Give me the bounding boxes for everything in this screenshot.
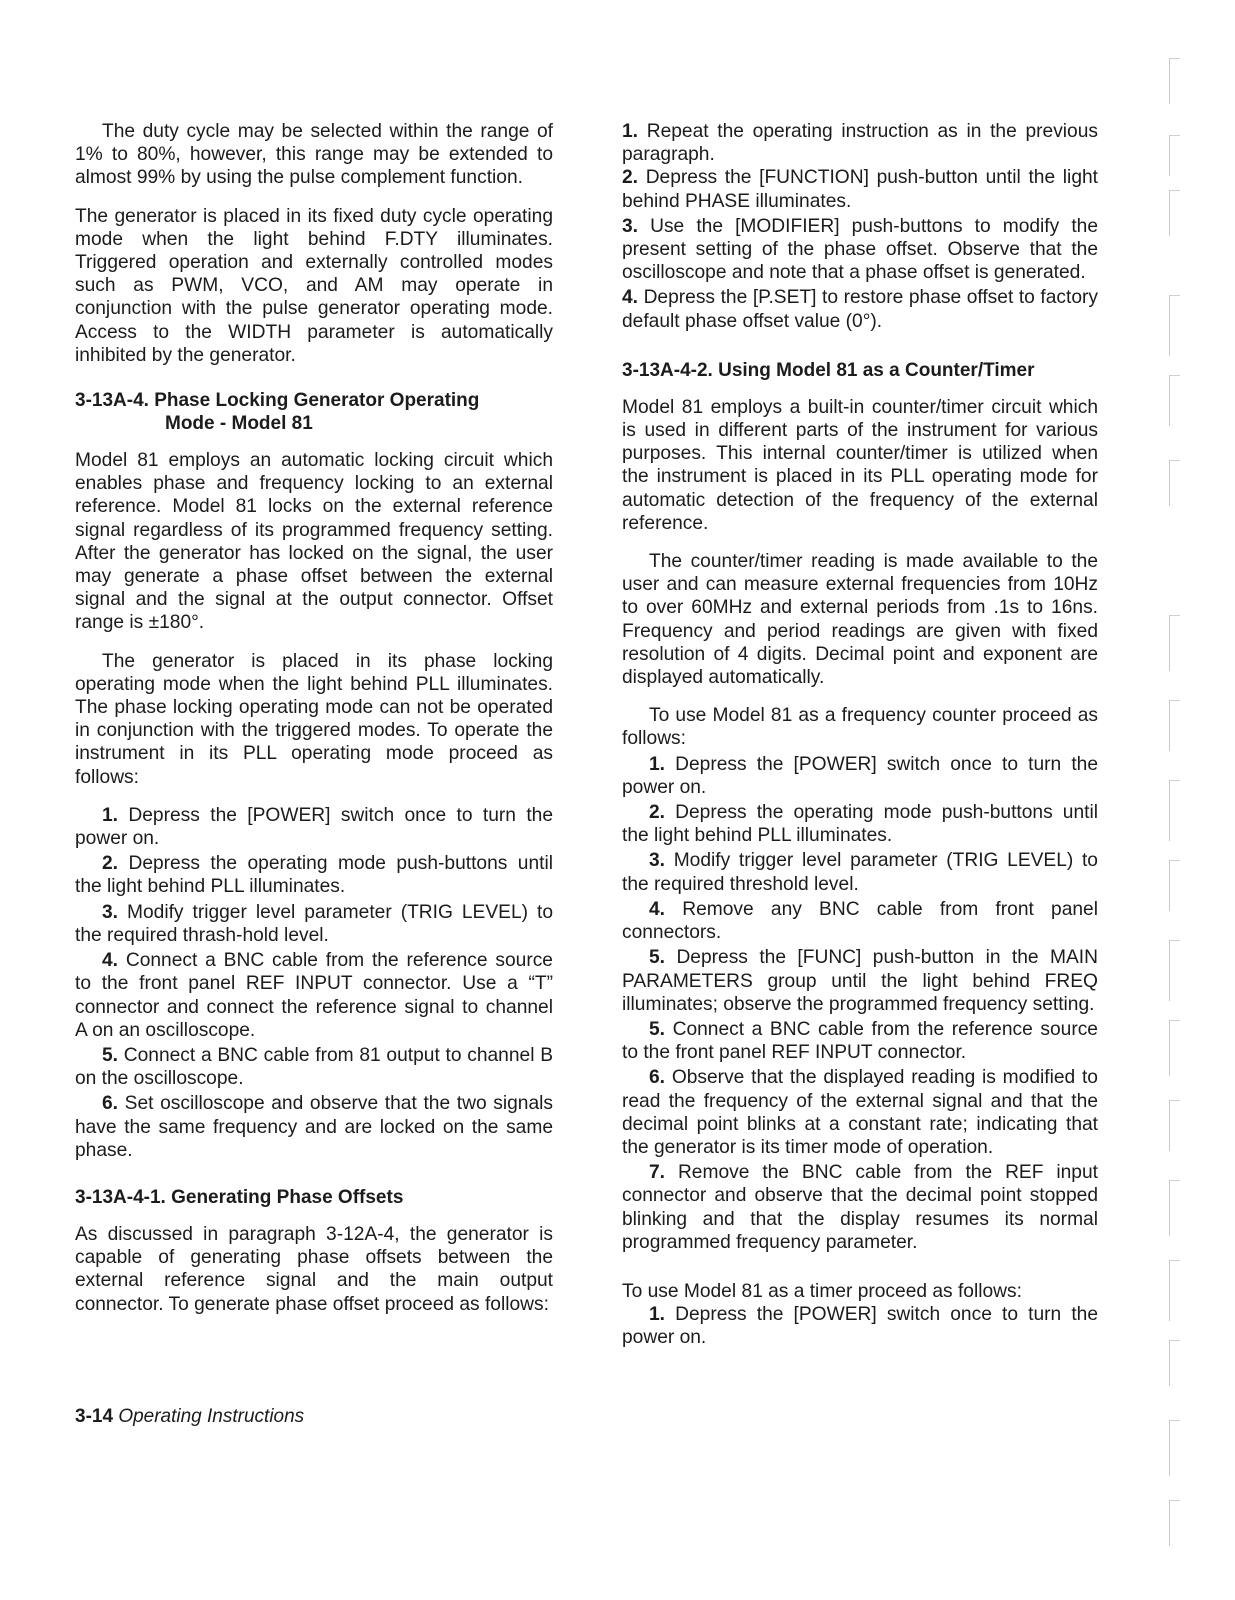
procedure-list <box>622 753 1098 1254</box>
list-item: 2. Depress the operating mode push-buttons until the light behind PLL illuminates. <box>75 853 553 898</box>
section-heading <box>75 389 553 435</box>
list-item: 1. Repeat the operating instruction as in the previous paragraph. <box>622 121 1098 166</box>
body-paragraph: The generator is placed in its phase locking operating mode when the light behind PLL illuminates. The phase locking operating mode can not be operated in conjunction with the triggered modes. To operate the instrument in its PLL operating mode proceed as follows: <box>75 650 553 788</box>
body-paragraph: The counter/timer reading is made available to the user and can measure external frequencies from 10Hz to over 60MHz and external periods from .1s to 16ns. Frequency and period readings are given with fixed resolution of 4 digits. Decimal point and exponent are displayed automatically. <box>622 551 1098 689</box>
list-item: 1. Depress the [POWER] switch once to turn the power on. <box>622 753 1098 798</box>
list-item: 2. Depress the [FUNCTION] push-button until the light behind PHASE illuminates. <box>622 167 1098 212</box>
section-name: Operating Instructions <box>118 1406 305 1427</box>
left-column <box>75 120 553 1331</box>
scan-edge-marks <box>1169 50 1183 1550</box>
body-paragraph: The duty cycle may be selected within the range of 1% to 80%, however, this range may be extended to almost 99% by using the pulse complement function. <box>75 121 553 189</box>
body-paragraph: Model 81 employs a built-in counter/timer circuit which is used in different parts of the instrument for various purposes. This internal counter/timer is utilized when the instrument is placed in its PLL operating mode for automatic detection of the frequency of the external reference. <box>622 396 1098 534</box>
list-item: 2. Depress the operating mode push-buttons until the light behind PLL illuminates. <box>622 802 1098 847</box>
list-item: 5. Depress the [FUNC] push-button in the MAIN PARAMETERS group until the light behind FREQ illuminates; observe the programmed frequency setting. <box>622 947 1098 1015</box>
list-item: 3. Modify trigger level parameter (TRIG LEVEL) to the required thrash-hold level. <box>75 901 553 946</box>
section-heading-line: Mode - Model 81 <box>165 413 313 435</box>
list-item: 7. Remove the BNC cable from the REF input connector and observe that the decimal point stopped blinking and that the display resumes its normal programmed frequency parameter. <box>622 1162 1098 1253</box>
list-item: 4. Depress the [P.SET] to restore phase offset to factory default phase offset value (0°). <box>622 287 1098 332</box>
list-item: 4. Remove any BNC cable from front panel connectors. <box>622 898 1098 944</box>
procedure-list <box>622 120 1098 333</box>
body-paragraph: Model 81 employs an automatic locking circuit which enables phase and frequency locking to an external reference. Model 81 locks on the external reference signal regardless of its programmed frequency setting. After the generator has locked on the signal, the user may generate a phase offset between the external signal and the signal at the output connector. Offset range is ±180°. <box>75 450 553 634</box>
body-paragraph: As discussed in paragraph 3-12A-4, the generator is capable of generating phase offsets between the external reference signal and the main output connector. To generate phase offset proceed as follows: <box>75 1223 553 1315</box>
list-item: 1. Depress the [POWER] switch once to turn the power on. <box>622 1304 1098 1349</box>
section-heading: 3-13A-4-2. Using Model 81 as a Counter/Timer <box>622 359 1035 381</box>
page-number: 3-14 <box>75 1406 114 1427</box>
body-paragraph: To use Model 81 as a timer proceed as follows: <box>622 1280 1022 1302</box>
page-footer <box>75 1406 304 1428</box>
list-item: 3. Modify trigger level parameter (TRIG LEVEL) to the required threshold level. <box>622 850 1098 895</box>
list-item: 5. Connect a BNC cable from the reference source to the front panel REF INPUT connector. <box>622 1018 1098 1064</box>
list-item: 6. Set oscilloscope and observe that the two signals have the same frequency and are locked on the same phase. <box>75 1093 553 1161</box>
section-heading-line: 3-13A-4. Phase Locking Generator Operating <box>75 390 480 412</box>
right-column <box>622 120 1098 1350</box>
list-item: 3. Use the [MODIFIER] push-buttons to modify the present setting of the phase offset. Observe that the oscilloscope and note that a phase offset is generated. <box>622 215 1098 284</box>
body-paragraph: To use Model 81 as a frequency counter proceed as follows: <box>622 705 1098 750</box>
body-paragraph: The generator is placed in its fixed duty cycle operating mode when the light behind F.DTY illuminates. Triggered operation and externally controlled modes such as PWM, VCO, and AM may operate in conjunction with the pulse generator operating mode. Access to the WIDTH parameter is automatically inhibited by the generator. <box>75 205 553 366</box>
list-item: 4. Connect a BNC cable from the reference source to the front panel REF INPUT connector. Use a “T” connector and connect the reference signal to channel A on an oscilloscope. <box>75 950 553 1041</box>
procedure-list <box>75 804 553 1162</box>
list-item: 5. Connect a BNC cable from 81 output to channel B on the oscilloscope. <box>75 1044 553 1090</box>
list-item: 1. Depress the [POWER] switch once to turn the power on. <box>75 804 553 850</box>
list-item: 6. Observe that the displayed reading is modified to read the frequency of the external signal and that the decimal point blinks at a constant rate; indicating that the generator is its timer mode of operation. <box>622 1067 1098 1158</box>
section-heading: 3-13A-4-1. Generating Phase Offsets <box>75 1186 404 1208</box>
